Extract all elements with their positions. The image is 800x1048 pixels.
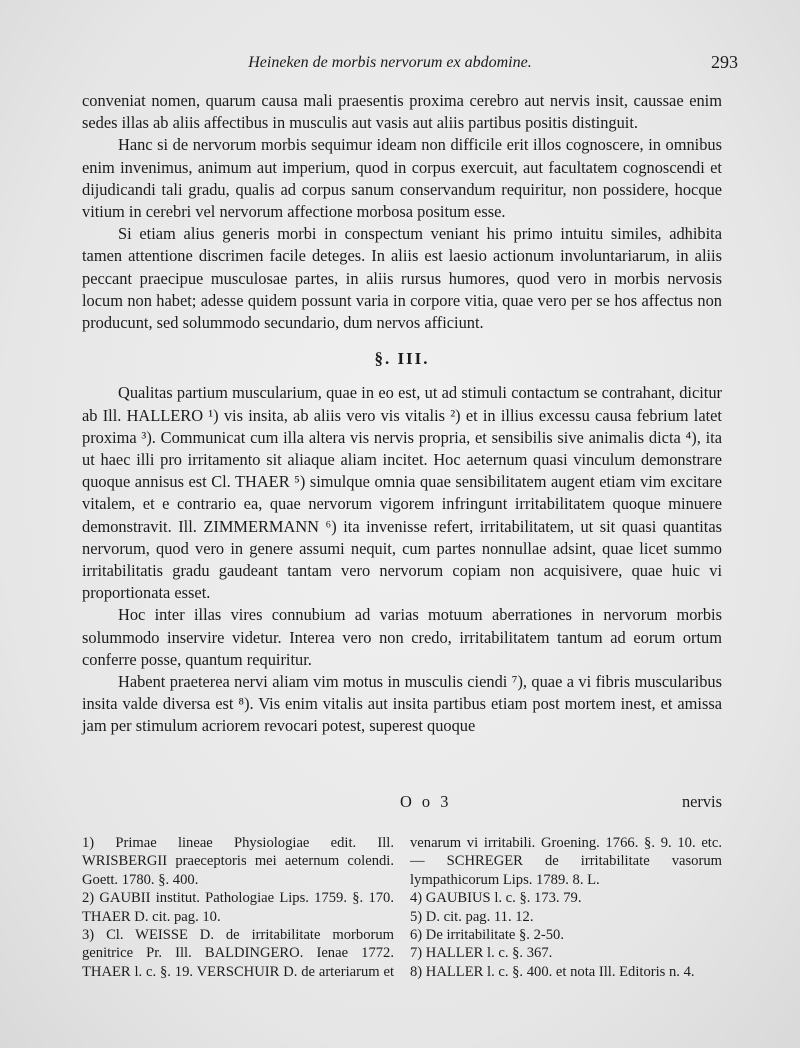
paragraph: Hanc si de nervorum morbis sequimur ideam non difficile erit illos cognoscere, in omnibus enim invenimus, animum aut imperium, quod in corpus exercuit, aut facultatem cognoscendi et dijudicandi tali gradu, qualis ad corpus sanum conservandum requiritur, non possidere, hocque vitium in cerebri vel nervorum affectione morbosa positum esse. <box>82 135 722 222</box>
footnote: 7) HALLER l. c. §. 367. <box>410 945 553 962</box>
section-heading: §. III. <box>374 349 430 369</box>
paragraph: Qualitas partium muscularium, quae in eo est, ut ad stimuli contactum se contrahant, dicitur ab Ill. HALLERO ¹) vis insita, ab aliis vero vis vitalis ²) et in illius excessu causa febrium latet proxima ³). Communicat cum illa altera vis nervis propria, et sensibilis sive animalis dicta ⁴), ita ut haec illi pro irritamento sit aliaque aliam incitet. Hoc aeternum quasi vinculum demonstrare quoque annisus est Cl. THAER ⁵) simulque omnia quae sensibilitatem augent etiam vim excitare vitalem, et e contrario ea, quae nervorum vigorem infringunt irritabilitatem quoque minuere demonstravit. Ill. ZIMMERMANN ⁶) ita invenisse refert, irritabilitatem, ut sit quasi quantitas nervorum, quod vero in genere assumi nequit, cum partes nonnullae adsint, quae licet summo irritabilitatis gradu gaudeant tantam vero nervorum copiam non acquisivere, quae huic vi proportionata esset. <box>82 383 722 603</box>
main-text <box>82 90 722 738</box>
footnote: 3) Cl. WEISSE D. de irritabilitate morborum genitrice Pr. Ill. BALDINGERO. Ienae 1772. THAER l. c. §. 19. VERSCHUIR D. de arteriarum et venarum vi irritabili. Groening. 1766. §. 9. 10. etc. — SCHREGER de irritabilitate vasorum lympathicorum Lips. 1789. 8. L. <box>82 835 722 980</box>
signature-mark: O o 3 <box>400 792 452 811</box>
page-header <box>82 50 738 76</box>
paragraph-continued: conveniat nomen, quarum causa mali praesentis proxima cerebro aut nervis insit, caussae enim sedes illas ab aliis affectibus in musculis aut vasis aut aliis partibus positis distinguit. <box>82 91 722 133</box>
paragraph: Hoc inter illas vires connubium ad varias motuum aberrationes in nervorum morbis solummodo inservire videtur. Interea vero non credo, irritabilitatem tantum ad eorum ortum conferre posse, quantum requiritur. <box>82 605 722 669</box>
footnote: 6) De irritabilitate §. 2-50. <box>410 927 564 944</box>
footnote: 5) D. cit. pag. 11. 12. <box>410 908 534 925</box>
footnote: 1) Primae lineae Physiologiae edit. Ill. WRISBERGII praeceptoris mei aeternum colendi. Goett. 1780. §. 400. <box>82 835 394 888</box>
footnotes <box>82 834 722 981</box>
paragraph: Si etiam alius generis morbi in conspectum veniant his primo intuitu similes, adhibita tamen attentione discrimen facile deteges. In aliis est laesio actionum involuntariarum, in aliis peccant praecipue musculosae partes, in aliis rursus humores, quod vero in morbis nervosis locum non habet; adesse quidem possunt varia in corpore vitia, quae vero per se hos affectus non producunt, sed solummodo secundario, dum nervos afficiunt. <box>82 224 722 333</box>
paragraph: Habent praeterea nervi aliam vim motus in musculis ciendi ⁷), quae a vi fibris muscularibus insita valde diversa est ⁸). Vis enim vitalis aut insita partibus etiam post mortem inest, et amissa jam per stimulum acriorem revocari potest, superest quoque <box>82 672 722 736</box>
page-number: 293 <box>711 52 738 72</box>
footnote: 2) GAUBII institut. Pathologiae Lips. 1759. §. 170. THAER D. cit. pag. 10. <box>82 890 394 925</box>
running-title: Heineken de morbis nervorum ex abdomine. <box>248 54 532 71</box>
footnote: 8) HALLER l. c. §. 400. et nota Ill. Editoris n. 4. <box>410 963 695 980</box>
catchword: nervis <box>681 792 722 811</box>
footnote: 4) GAUBIUS l. c. §. 173. 79. <box>410 890 582 907</box>
